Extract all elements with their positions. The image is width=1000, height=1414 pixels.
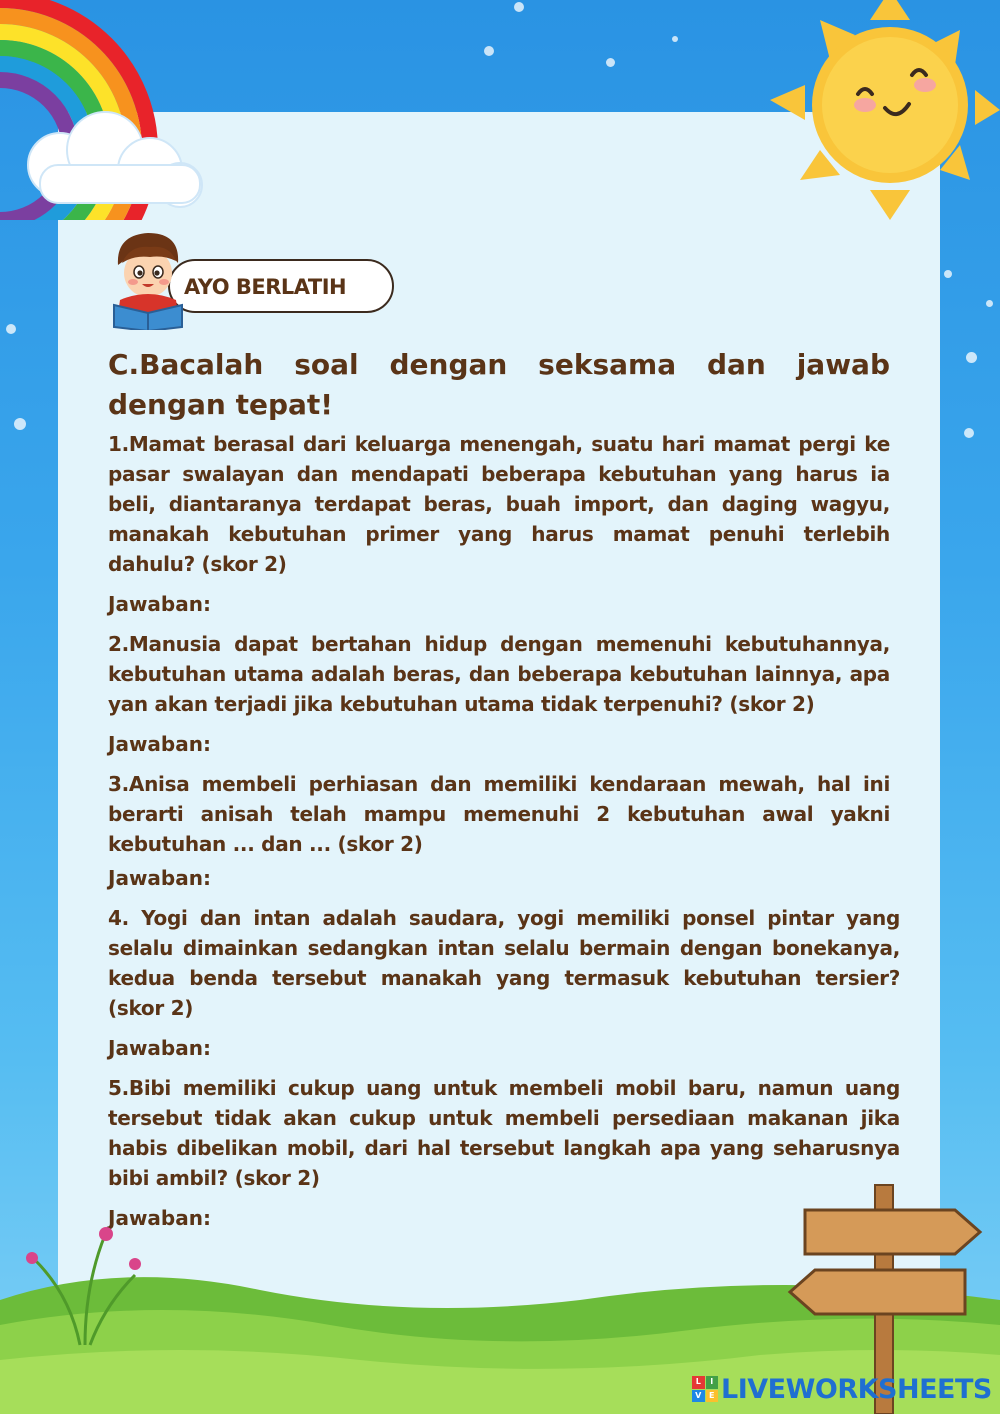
sky-dot bbox=[964, 428, 974, 438]
sky-dot bbox=[966, 352, 977, 363]
reading-kid-icon bbox=[108, 225, 188, 330]
liveworksheets-watermark bbox=[692, 1372, 992, 1406]
question-4: 4. Yogi dan intan adalah saudara, yogi memiliki ponsel pintar yang selalu dimainkan sedangkan intan selalu bermain dengan bonekanya, kedua benda tersebut manakah yang termasuk kebutuhan tersier? (skor 2) bbox=[108, 906, 900, 1020]
logo-letter: V bbox=[692, 1390, 705, 1403]
rainbow-icon bbox=[0, 0, 230, 220]
answer-label-1: Jawaban: bbox=[108, 592, 211, 616]
instruction-heading: C.Bacalah soal dengan seksama dan jawab dengan tepat! bbox=[108, 348, 890, 421]
answer-label-5: Jawaban: bbox=[108, 1206, 211, 1230]
watermark-text: LIVEWORKSHEETS bbox=[721, 1373, 992, 1405]
sky-dot bbox=[944, 270, 952, 278]
answer-label-2: Jawaban: bbox=[108, 732, 211, 756]
logo-letter: I bbox=[706, 1376, 719, 1389]
sky-dot bbox=[14, 418, 26, 430]
liveworksheets-logo-icon bbox=[692, 1376, 718, 1402]
section-badge bbox=[108, 225, 398, 330]
sun-icon bbox=[760, 0, 1000, 220]
sky-dot bbox=[484, 46, 494, 56]
question-3: 3.Anisa membeli perhiasan dan memiliki kendaraan mewah, hal ini berarti anisah telah mampu memenuhi 2 kebutuhan awal yakni kebutuhan ... dan ... (skor 2) bbox=[108, 772, 890, 856]
question-5: 5.Bibi memiliki cukup uang untuk membeli mobil baru, namun uang tersebut tidak akan cukup untuk membeli persediaan makanan jika habis dibelikan mobil, dari hal tersebut langkah apa yang seharusnya bibi ambil? (skor 2) bbox=[108, 1076, 900, 1190]
sky-dot bbox=[986, 300, 993, 307]
sky-dot bbox=[672, 36, 678, 42]
sky-dot bbox=[606, 58, 615, 67]
question-1: 1.Mamat berasal dari keluarga menengah, suatu hari mamat pergi ke pasar swalayan dan mendapati beberapa kebutuhan yang harus ia beli, diantaranya terdapat beras, buah import, dan daging wagyu, manakah kebutuhan primer yang harus mamat penuhi terlebih dahulu? (skor 2) bbox=[108, 432, 890, 576]
badge-label: AYO BERLATIH bbox=[184, 275, 347, 299]
answer-label-4: Jawaban: bbox=[108, 1036, 211, 1060]
worksheet-content bbox=[108, 345, 900, 1243]
question-2: 2.Manusia dapat bertahan hidup dengan memenuhi kebutuhannya, kebutuhan utama adalah beras, dan beberapa kebutuhan lainnya, apa yan akan terjadi jika kebutuhan utama tidak terpenuhi? (skor 2) bbox=[108, 632, 890, 716]
sky-dot bbox=[6, 324, 16, 334]
sky-dot bbox=[514, 2, 524, 12]
answer-label-3: Jawaban: bbox=[108, 866, 211, 890]
logo-letter: L bbox=[692, 1376, 705, 1389]
logo-letter: E bbox=[706, 1390, 719, 1403]
flowers-icon bbox=[10, 1220, 160, 1350]
